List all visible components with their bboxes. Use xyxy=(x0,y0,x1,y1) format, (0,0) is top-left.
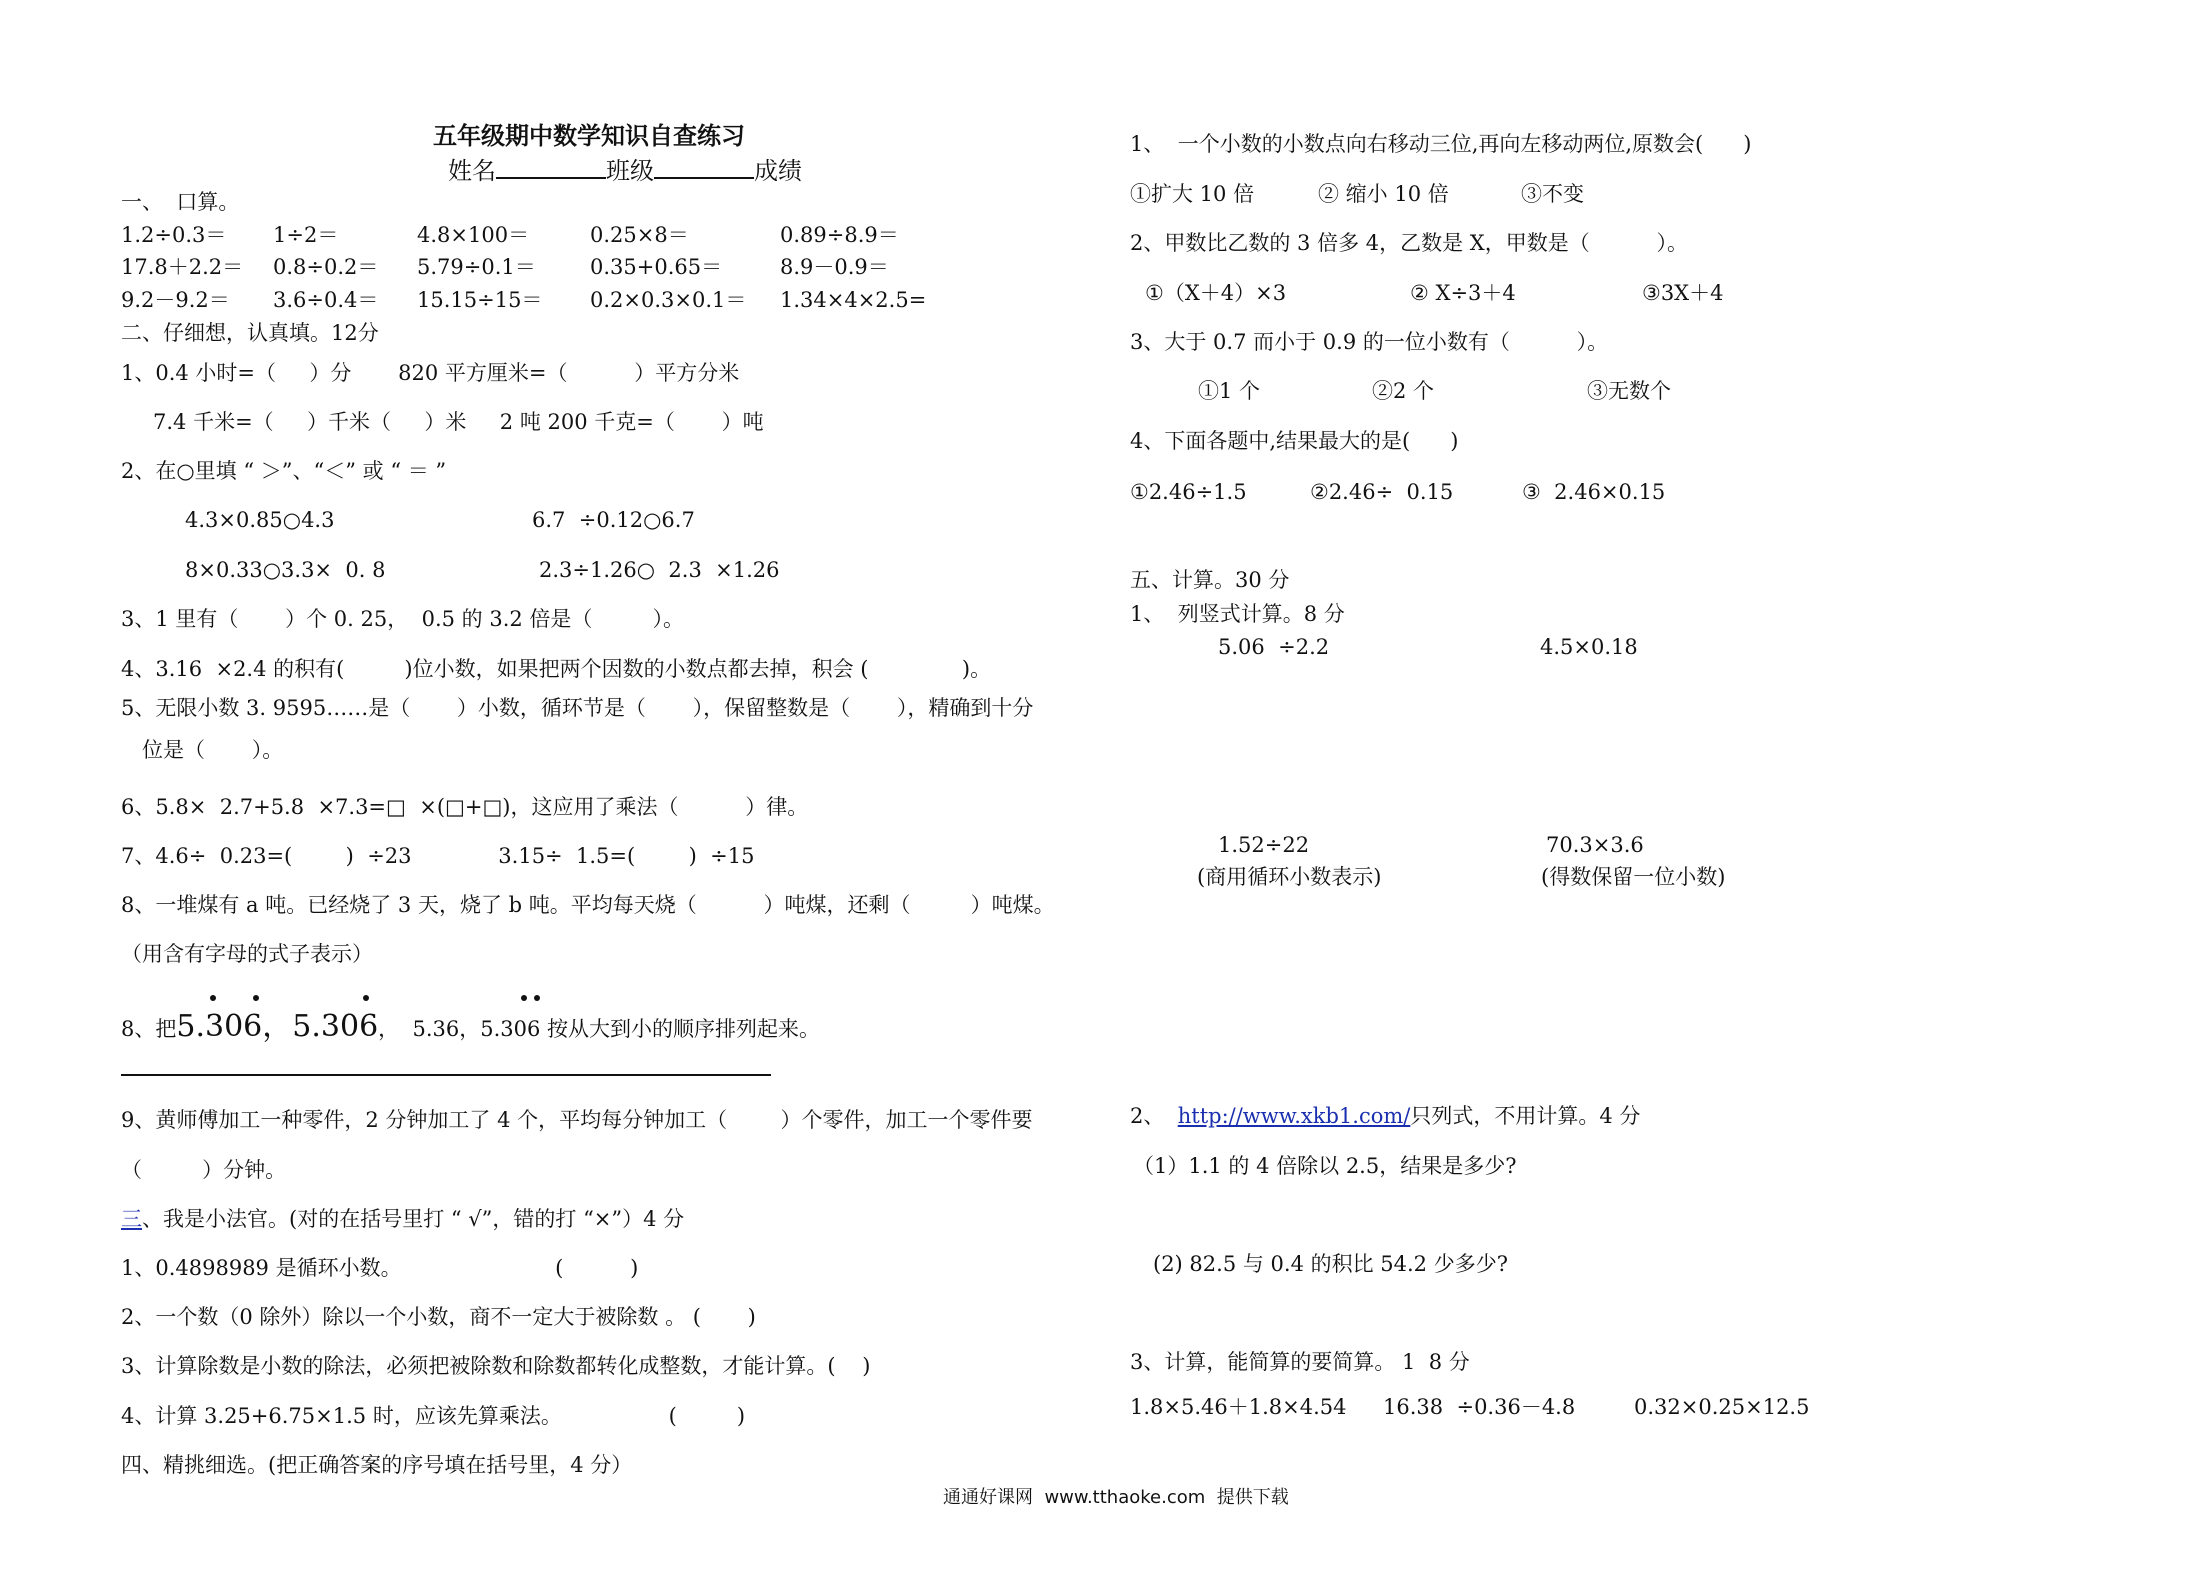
calc-item: 4.5×0.18 xyxy=(1540,635,1638,659)
fill-q8a: 8、一堆煤有 a 吨。已经烧了 3 天，烧了 b 吨。平均每天烧（ ）吨煤，还剩（ ）吨煤。 xyxy=(121,893,1055,917)
fill-q8c xyxy=(121,1009,821,1044)
choice-q2-opt-b: ② X÷3＋4 xyxy=(1410,281,1516,305)
score-label: 成绩 xyxy=(754,157,802,185)
calc-2-title: 只列式，不用计算。4 分 xyxy=(1410,1104,1641,1128)
fill-q1b: 7.4 千米=（ ）千米（ ）米 2 吨 200 千克=（ ）吨 xyxy=(153,410,764,434)
judge-q4: 4、计算 3.25+6.75×1.5 时，应该先算乘法。 ( ) xyxy=(121,1404,746,1428)
fill-q8b: （用含有字母的式子表示） xyxy=(121,942,373,966)
fill-q9b: （ ）分钟。 xyxy=(121,1158,287,1182)
fill-q2b: 6.7 ÷0.12○6.7 xyxy=(532,508,695,532)
fill-q2d: 2.3÷1.26○ 2.3 ×1.26 xyxy=(539,558,780,582)
student-info-line xyxy=(448,157,802,183)
repeat-dot xyxy=(534,995,540,1001)
oral-item: 15.15÷15＝ xyxy=(417,288,543,312)
oral-item: 0.89÷8.9＝ xyxy=(780,223,899,247)
word-problem-2: (2) 82.5 与 0.4 的积比 54.2 少多少? xyxy=(1153,1252,1508,1276)
oral-item: 8.9－0.9＝ xyxy=(780,255,889,279)
footer-credit: 通通好课网 www.tthaoke.com 提供下载 xyxy=(943,1487,1289,1508)
q8c-prefix: 8、把 xyxy=(121,1017,177,1041)
oral-item: 9.2－9.2＝ xyxy=(121,288,230,312)
fill-q9a: 9、黄师傅加工一种零件，2 分钟加工了 4 个，平均每分钟加工（ ）个零件，加工一个零件要 xyxy=(121,1108,1033,1132)
calc-item: 0.32×0.25×12.5 xyxy=(1634,1395,1810,1419)
source-link[interactable]: http://www.xkb1.com/ xyxy=(1177,1104,1411,1128)
section-5-header: 五、计算。30 分 xyxy=(1130,568,1290,592)
calc-note: (商用循环小数表示) xyxy=(1197,865,1382,889)
repeating-decimal-2: 5.306 xyxy=(292,1009,379,1044)
calc-2-prefix: 2、 xyxy=(1130,1104,1165,1128)
choice-q4-opt-a: ①2.46÷1.5 xyxy=(1130,480,1247,504)
oral-item: 0.35+0.65＝ xyxy=(590,255,723,279)
choice-q1-opt-c: ③不变 xyxy=(1521,182,1584,206)
page-title: 五年级期中数学知识自查练习 xyxy=(433,122,745,150)
oral-item: 0.2×0.3×0.1＝ xyxy=(590,288,747,312)
oral-item: 17.8＋2.2＝ xyxy=(121,255,244,279)
fill-q5a: 5、无限小数 3. 9595……是（ ）小数，循环节是（ ），保留整数是（ ），精确到十分 xyxy=(121,696,1034,720)
choice-q4: 4、下面各题中,结果最大的是( ) xyxy=(1130,429,1459,453)
section-3-number: 三 xyxy=(121,1207,142,1231)
calc-item: 1.8×5.46＋1.8×4.54 xyxy=(1130,1395,1347,1419)
choice-q4-opt-b: ②2.46÷ 0.15 xyxy=(1310,480,1454,504)
fill-q4: 4、3.16 ×2.4 的积有( )位小数，如果把两个因数的小数点都去掉，积会 ( )。 xyxy=(121,657,992,681)
choice-q3-opt-a: ①1 个 xyxy=(1198,379,1261,403)
name-blank xyxy=(496,157,606,179)
section-4-header: 四、精挑细选。(把正确答案的序号填在括号里，4 分） xyxy=(121,1453,633,1477)
calc-2-header xyxy=(1130,1106,1640,1127)
fill-q5b: 位是（ ）。 xyxy=(142,738,284,762)
choice-q4-opt-c: ③ 2.46×0.15 xyxy=(1522,480,1666,504)
calc-item: 16.38 ÷0.36－4.8 xyxy=(1383,1395,1576,1419)
fill-q7: 7、4.6÷ 0.23=( ) ÷23 3.15÷ 1.5=( ) ÷15 xyxy=(121,844,755,868)
judge-q1: 1、0.4898989 是循环小数。 ( ) xyxy=(121,1256,639,1280)
choice-q1-opt-a: ①扩大 10 倍 xyxy=(1130,182,1255,206)
calc-item: 1.52÷22 xyxy=(1218,833,1310,857)
answer-line xyxy=(121,1074,771,1076)
oral-item: 1.2÷0.3＝ xyxy=(121,223,227,247)
section-3-header xyxy=(121,1209,684,1230)
repeat-dot xyxy=(210,995,216,1001)
calc-note: (得数保留一位小数) xyxy=(1541,865,1726,889)
judge-q3: 3、计算除数是小数的除法，必须把被除数和除数都转化成整数，才能计算。( ) xyxy=(121,1354,871,1378)
fill-q3: 3、1 里有（ ）个 0. 25， 0.5 的 3.2 倍是（ ）。 xyxy=(121,607,684,631)
class-blank xyxy=(654,157,754,179)
section-2-header: 二、仔细想，认真填。12分 xyxy=(121,321,379,345)
fill-q2a: 4.3×0.85○4.3 xyxy=(185,508,335,532)
q8c-rest: ， 5.36，5.306 按从大到小的顺序排列起来。 xyxy=(378,1017,821,1041)
choice-q1: 1、 一个小数的小数点向右移动三位,再向左移动两位,原数会( ) xyxy=(1130,132,1752,156)
repeat-dot xyxy=(521,995,527,1001)
oral-item: 5.79÷0.1＝ xyxy=(417,255,536,279)
fill-q1a: 1、0.4 小时=（ ）分 820 平方厘米=（ ）平方分米 xyxy=(121,361,740,385)
repeat-dot xyxy=(363,995,369,1001)
oral-item: 0.8÷0.2＝ xyxy=(273,255,379,279)
repeating-decimal-1: 5.306 xyxy=(176,1009,263,1044)
choice-q2-opt-a: ①（X＋4）×3 xyxy=(1145,281,1287,305)
fill-q2c: 8×0.33○3.3× 0. 8 xyxy=(185,558,386,582)
calc-item: 70.3×3.6 xyxy=(1546,833,1644,857)
section-1-header: 一、 口算。 xyxy=(121,190,240,214)
choice-q3: 3、大于 0.7 而小于 0.9 的一位小数有（ ）。 xyxy=(1130,330,1609,354)
calc-1-header: 1、 列竖式计算。8 分 xyxy=(1130,602,1345,626)
oral-item: 1÷2＝ xyxy=(273,223,339,247)
fill-q2: 2、在○里填 “ ＞”、“＜” 或 “ ＝ ” xyxy=(121,459,447,483)
oral-item: 0.25×8＝ xyxy=(590,223,689,247)
choice-q1-opt-b: ② 缩小 10 倍 xyxy=(1318,182,1449,206)
choice-q3-opt-b: ②2 个 xyxy=(1372,379,1435,403)
name-label: 姓名 xyxy=(448,157,496,185)
fill-q6: 6、5.8× 2.7+5.8 ×7.3=□ ×(□+□)，这应用了乘法（ ）律。 xyxy=(121,795,809,819)
judge-q2: 2、一个数（0 除外）除以一个小数，商不一定大于被除数 。 ( ) xyxy=(121,1305,756,1329)
class-label: 班级 xyxy=(606,157,654,185)
calc-3-header: 3、计算，能简算的要简算。 1 8 分 xyxy=(1130,1350,1470,1374)
choice-q3-opt-c: ③无数个 xyxy=(1587,379,1671,403)
oral-item: 3.6÷0.4＝ xyxy=(273,288,379,312)
choice-q2-opt-c: ③3X＋4 xyxy=(1642,281,1724,305)
choice-q2: 2、甲数比乙数的 3 倍多 4，乙数是 X，甲数是（ ）。 xyxy=(1130,231,1688,255)
calc-item: 5.06 ÷2.2 xyxy=(1218,635,1330,659)
q8c-comma: ， xyxy=(262,1009,293,1044)
oral-item: 4.8×100＝ xyxy=(417,223,530,247)
word-problem-1: （1）1.1 的 4 倍除以 2.5，结果是多少? xyxy=(1133,1154,1517,1178)
section-3-title: 、我是小法官。(对的在括号里打 “ √”，错的打 “×”）4 分 xyxy=(142,1207,685,1231)
oral-item: 1.34×4×2.5= xyxy=(780,288,927,312)
repeat-dot xyxy=(253,995,259,1001)
